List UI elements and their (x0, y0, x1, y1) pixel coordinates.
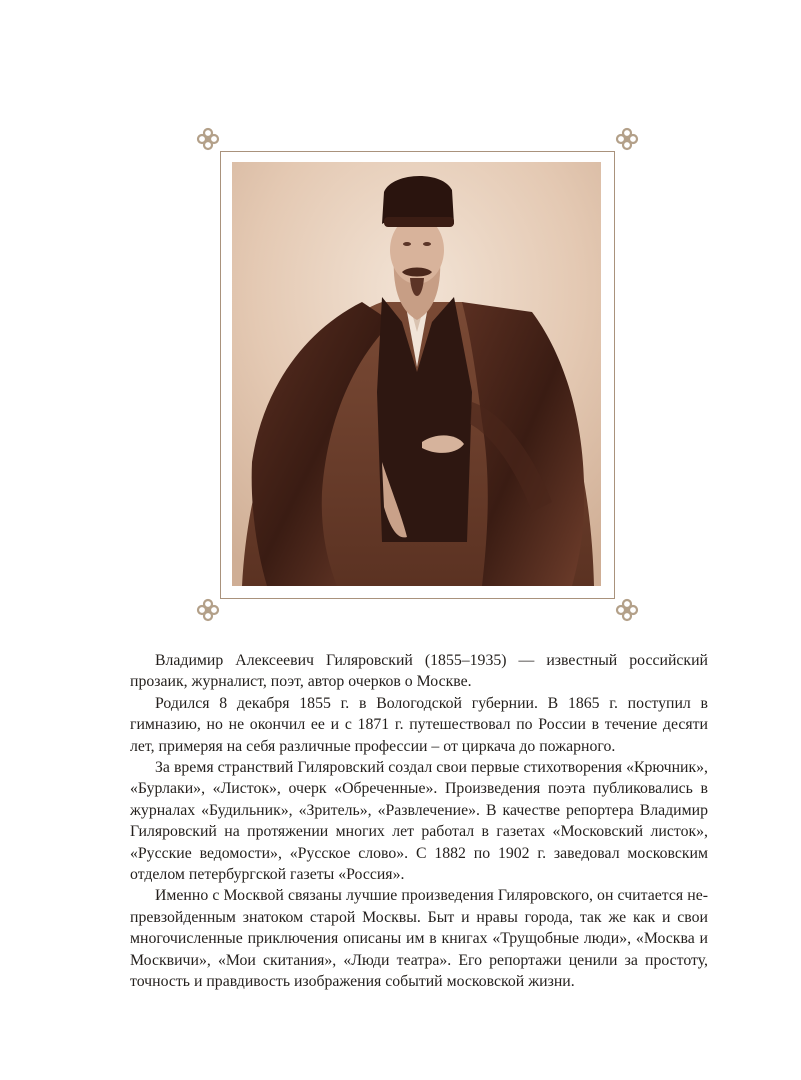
portrait-photograph (232, 162, 601, 586)
ornament-top-left-icon (195, 126, 221, 152)
paragraph-4: Именно с Москвой связаны лучшие произведения Гиляровского, он считается непревзойденным знатоком старой Москвы. Быт и нравы города, так же как и свои многочисленные приключения описаны им в книгах «Трущобные люди», «Москва и Москвичи», «Мои скитания», «Люди театра». Его репортажи ценили за простоту, точность и правдивость изображения событий московской жизни. (130, 887, 708, 991)
ornament-bottom-right-icon (614, 597, 640, 623)
biography-text (130, 650, 708, 993)
ornament-top-right-icon (614, 126, 640, 152)
ornament-bottom-left-icon (195, 597, 221, 623)
paragraph-3: За время странствий Гиляровский создал свои первые стихотворения «Крючник», «Бурлаки», «Листок», очерк «Обреченные». Произведения поэта публиковались в журналах «Будильник», «Зритель», «Развлечение». В качестве репортера Владимир Гиляровский на протяжении многих лет работал в газетах «Московский листок», «Русские ведомости», «Русское слово». С 1882 по 1902 г. заведовал московским отделом петербургской газеты «Россия». (130, 759, 708, 884)
sepia-portrait-icon (232, 162, 601, 586)
paragraph-2: Родился 8 декабря 1855 г. в Вологодской губернии. В 1865 г. поступил в гимназию, но не окончил ее и с 1871 г. путешествовал по России в течение десяти лет, примеряя на себя различные профессии – от циркача до пожарного. (130, 694, 708, 755)
paragraph-1: Владимир Алексеевич Гиляровский (1855–1935) — известный российский прозаик, журналист, поэт, автор очерков о Москве. (130, 652, 708, 691)
